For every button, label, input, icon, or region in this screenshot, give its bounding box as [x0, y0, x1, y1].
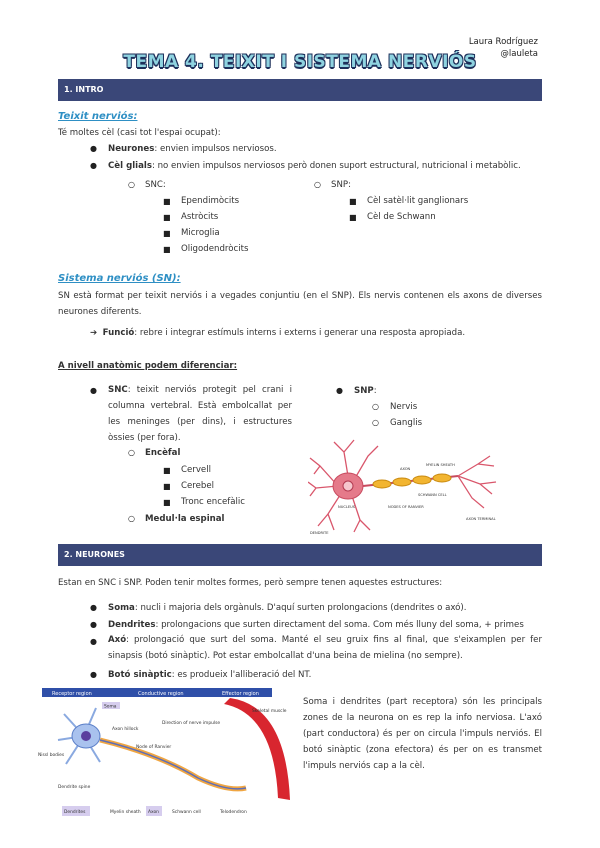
- bullet-dot: ●: [336, 386, 343, 395]
- encefal-item: Cerebel: [181, 481, 215, 491]
- sn-heading: Sistema nerviós (SN):: [58, 273, 181, 284]
- circle-bullet: ○: [128, 514, 135, 523]
- neuron-figure: [308, 436, 500, 536]
- circle-bullet: ○: [128, 448, 135, 457]
- fig2-axon: Axon: [148, 810, 159, 815]
- fig1-label-nucleus: NUCLEUS: [338, 505, 356, 509]
- fig2-schwann: Schwann cell: [172, 810, 201, 815]
- glials-term: Cèl glials: [108, 161, 152, 171]
- neurones-text: : envien impulsos nerviosos.: [154, 144, 277, 154]
- square-bullet: ■: [163, 213, 171, 222]
- neurones-term: Neurones: [108, 144, 155, 154]
- teixit-line: Té moltes cèl (casi tot l'espai ocupat):: [58, 128, 221, 138]
- glial-snp-label: SNP:: [331, 180, 351, 190]
- bullet-dot: ●: [90, 144, 97, 153]
- fig1-label-myelin: MYELIN SHEATH: [426, 463, 455, 467]
- neurones-side-paragraph: Soma i dendrites (part receptora) són les principals zones de la neurona on es rep la info nerviosa. L'axó (part conductora) és per on circula l'impuls nerviós. El botó sinàptic (zona efectora) és per on es transmet l'impuls nerviós cap a la cèl.: [303, 697, 542, 771]
- author-handle: @lauleta: [500, 49, 538, 59]
- fig1-label-terminal: AXON TERMINAL: [466, 517, 496, 521]
- snp-sub-item: Ganglis: [390, 418, 423, 428]
- circle-bullet: ○: [372, 418, 379, 427]
- bullet-dot: ●: [90, 161, 97, 170]
- fig2-nissl: Nissl bodies: [38, 753, 65, 758]
- section-intro-bar: 1. INTRO: [58, 79, 542, 101]
- bullet-dot: ●: [90, 620, 97, 629]
- fig2-skeletal: Skeletal muscle: [252, 709, 287, 714]
- glial-snc-item: Oligodendròcits: [181, 244, 249, 254]
- square-bullet: ■: [163, 245, 171, 254]
- funcio-item: ➔ Funció: rebre i integrar estímuls interns i externs i generar una resposta apropiada.: [90, 328, 466, 338]
- snc-anatomic: SNC: teixit nerviós protegit pel crani i columna vertebral. Està embolcallat per les meninges (per dins), i estructures òssies (per fora).: [108, 385, 292, 443]
- structure-item-dendrites: Dendrites: prolongacions que surten directament del soma. Com més lluny del soma, + primes: [108, 620, 524, 630]
- fig2-myelin: Myelin sheath: [110, 810, 141, 815]
- nucleus-shape: [343, 481, 353, 491]
- neurones-intro-line: Estan en SNC i SNP. Poden tenir moltes formes, però sempre tenen aquestes estructures:: [58, 578, 443, 588]
- glial-snc-label: SNC:: [145, 180, 166, 190]
- fig1-label-schwann: SCHWANN CELL: [418, 493, 447, 497]
- section-neurones-bar: 2. NEURONES: [58, 544, 542, 566]
- sn-paragraph: SN està format per teixit nerviós i a vegades conjuntiu (en el SNP). Els nervis contenen els axons de diverses neurones diferents.: [58, 291, 542, 317]
- glial-snc-item: Astròcits: [181, 212, 219, 222]
- fig2-direction: Direction of nerve impulse: [162, 721, 221, 726]
- square-bullet: ■: [163, 498, 171, 507]
- fig2-node: Node of Ranvier: [136, 745, 172, 750]
- fig1-label-nodes: NODES OF RANVIER: [388, 505, 424, 509]
- bullet-dot: ●: [90, 637, 97, 646]
- encefal-item: Cervell: [181, 465, 211, 475]
- fig1-label-axon: AXON: [400, 467, 411, 471]
- neurones-item: [108, 144, 277, 154]
- glial-snc-item: Ependimòcits: [181, 196, 240, 206]
- axon-terminal-drawing: [458, 456, 496, 508]
- arrow-icon: ➔: [90, 328, 103, 338]
- fig2-soma-label: Soma: [104, 704, 117, 710]
- glial-snc-item: Microglia: [181, 228, 220, 238]
- structure-item-axo: Axó: prolongació que surt del soma. Manté el seu gruix fins al final, que s'eixamplen per fer sinapsis (botó sinàptic). Pot estar embolcallat d'una beina de mielina (no sempre).: [108, 635, 542, 661]
- structure-item-soma: Soma: nucli i majoria dels orgànuls. D'aquí surten prolongacions (dendrites o axó).: [108, 603, 467, 613]
- snp-anatomic: SNP:: [354, 386, 377, 396]
- fig2-dendrite-spine: Dendrite spine: [58, 785, 91, 790]
- glial-snp-item: Cèl satèl·lit ganglionars: [367, 196, 469, 206]
- circle-bullet: ○: [128, 180, 135, 189]
- page-title: TEMA 4. TEIXIT I SISTEMA NERVIÓS: [123, 52, 477, 72]
- medula-label: Medul·la espinal: [145, 514, 225, 524]
- glials-item: [108, 161, 521, 171]
- bullet-dot: ●: [90, 670, 97, 679]
- square-bullet: ■: [349, 213, 357, 222]
- fig2-telodendron: Telodendron: [220, 810, 247, 815]
- glials-text: : no envien impulsos nerviosos però donen suport estructural, nutricional i metabòlic.: [151, 161, 521, 171]
- fig1-label-dendrite: DENDRITE: [310, 531, 329, 535]
- circle-bullet: ○: [372, 402, 379, 411]
- effector-label: Effector region: [222, 691, 259, 697]
- square-bullet: ■: [349, 197, 357, 206]
- encefal-label: Encèfal: [145, 448, 181, 458]
- bullet-dot: ●: [90, 603, 97, 612]
- teixit-heading: Teixit nerviós:: [58, 111, 138, 122]
- glial-snp-item: Cèl de Schwann: [367, 212, 436, 222]
- circle-bullet: ○: [314, 180, 321, 189]
- snp-sub-item: Nervis: [390, 402, 418, 412]
- square-bullet: ■: [163, 229, 171, 238]
- receptor-label: Receptor region: [52, 691, 92, 697]
- square-bullet: ■: [163, 466, 171, 475]
- conductive-label: Conductive region: [138, 691, 184, 697]
- bullet-dot: ●: [90, 386, 97, 395]
- structure-item-boto: Botó sinàptic: es produeix l'alliberació del NT.: [108, 670, 312, 680]
- fig2-dendrites: Dendrites: [64, 810, 86, 815]
- square-bullet: ■: [163, 482, 171, 491]
- neuron-regions-figure: [38, 688, 294, 820]
- fig2-axon-hillock: Axon hillock: [112, 727, 139, 732]
- anatomic-heading: A nivell anatòmic podem diferenciar:: [58, 361, 238, 371]
- fig2-nucleus: [81, 731, 91, 741]
- author-name: Laura Rodríguez: [468, 37, 538, 47]
- square-bullet: ■: [163, 197, 171, 206]
- encefal-item: Tronc encefàlic: [181, 497, 246, 507]
